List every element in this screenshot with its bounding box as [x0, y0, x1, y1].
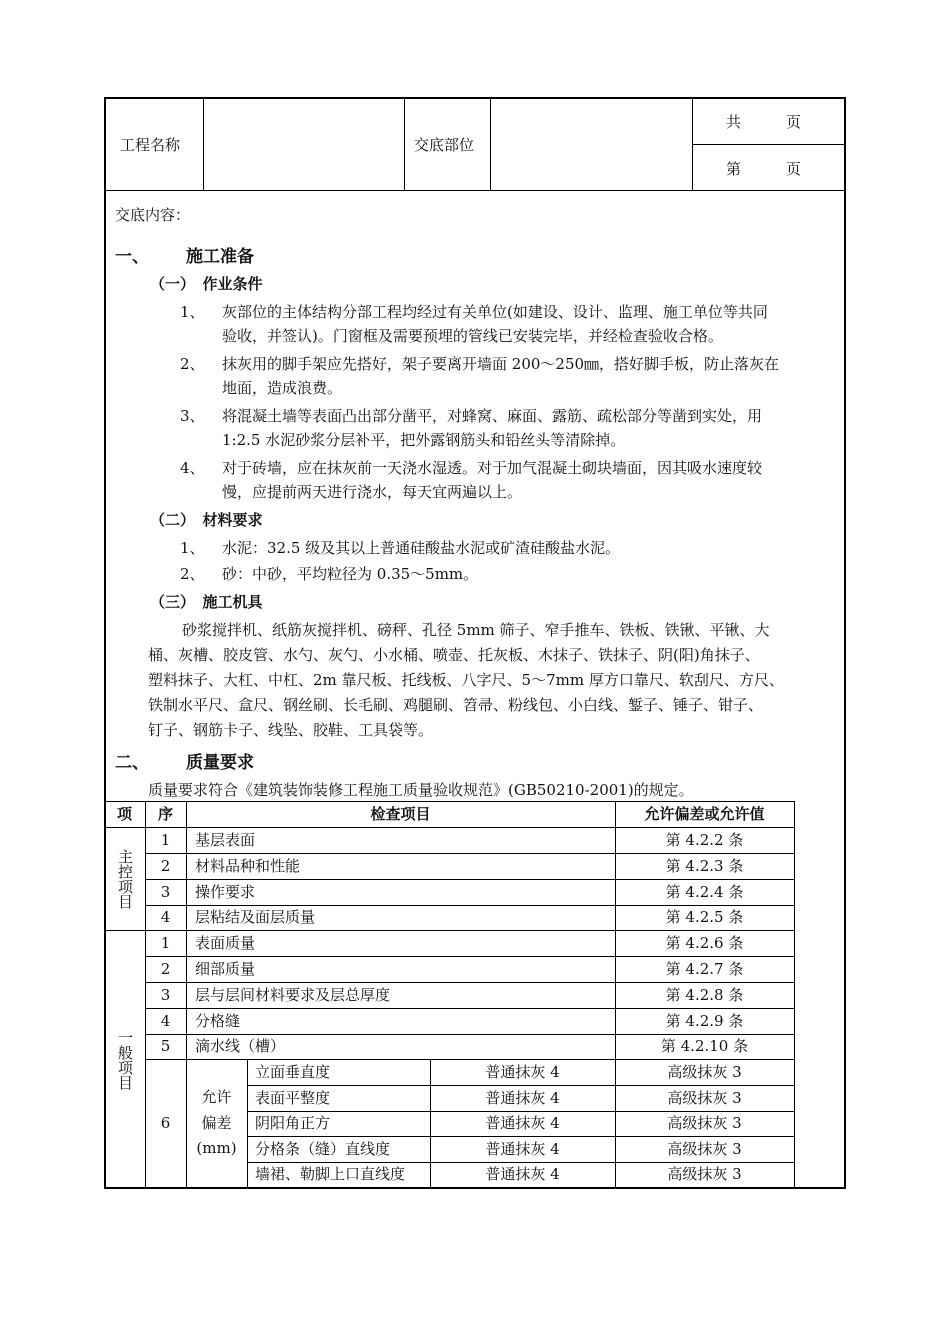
tolerance-row-3-high: 高级抹灰 3 [667, 1114, 742, 1132]
general-row-2-value: 第 4.2.7 条 [665, 960, 744, 978]
table-col-line [794, 801, 795, 1188]
header-bottom-line [104, 190, 846, 191]
general-row-3-value: 第 4.2.8 条 [665, 986, 744, 1004]
project-name-label: 工程名称 [120, 136, 181, 154]
subsection-work-conditions: （一） 作业条件 [150, 275, 263, 293]
tolerance-label-line1: 允许 [201, 1088, 232, 1106]
tolerance-row-4-normal: 普通抹灰 4 [485, 1140, 560, 1158]
subsection-materials: （二） 材料要求 [150, 511, 263, 529]
main-row-1-value: 第 4.2.2 条 [665, 831, 744, 849]
material-1-text: 水泥：32.5 级及其以上普通硅酸盐水泥或矿渣硅酸盐水泥。 [222, 539, 621, 557]
condition-4-line1: 对于砖墙，应在抹灰前一天浇水湿透。对于加气混凝土砌块墙面，因其吸水速度较 [222, 459, 763, 477]
tolerance-row-1-high: 高级抹灰 3 [667, 1063, 742, 1081]
location-label: 交底部位 [414, 136, 475, 154]
condition-2-line2: 地面，造成浪费。 [222, 379, 343, 397]
general-row-5-value: 第 4.2.10 条 [660, 1037, 749, 1055]
condition-1-line2: 验收，并签认)。门窗框及需要预埋的管线已安装完毕，并经检查验收合格。 [222, 327, 723, 345]
general-row-4-value: 第 4.2.9 条 [665, 1012, 744, 1030]
section2-number: 二、 [115, 753, 149, 773]
tools-line-3: 塑料抹子、大杠、中杠、2m 靠尺板、托线板、八字尺、5～7mm 厚方口靠尺、软刮尺、方尺、 [148, 671, 784, 689]
general-row-1-seq: 1 [160, 934, 171, 952]
condition-4-line2: 慢，应提前两天进行浇水，每天宜两遍以上。 [222, 483, 523, 501]
tolerance-row-5-name: 墙裙、勒脚上口直线度 [255, 1165, 406, 1183]
material-1-number: 1、 [180, 539, 205, 557]
tolerance-row-5-high: 高级抹灰 3 [667, 1165, 742, 1183]
general-row-4-name: 分格缝 [195, 1012, 241, 1030]
tolerance-row-2-name: 表面平整度 [255, 1089, 331, 1107]
tolerance-row-5-normal: 普通抹灰 4 [485, 1165, 560, 1183]
condition-1-number: 1、 [180, 303, 205, 321]
condition-3-number: 3、 [180, 407, 205, 425]
general-row-3-seq: 3 [160, 986, 171, 1004]
condition-2-number: 2、 [180, 355, 205, 373]
section1-title: 施工准备 [186, 247, 254, 267]
tolerance-row-1-normal: 普通抹灰 4 [485, 1063, 560, 1081]
general-group-label: 一般项目 [116, 1030, 134, 1090]
tools-line-2: 桶、灰槽、胶皮管、水勺、灰勺、小水桶、喷壶、托灰板、木抹子、铁抹子、阴(阳)角抹子、 [148, 646, 760, 664]
main-row-2-value: 第 4.2.3 条 [665, 857, 744, 875]
main-row-4-value: 第 4.2.5 条 [665, 908, 744, 926]
general-row-1-value: 第 4.2.6 条 [665, 934, 744, 952]
total-pages: 共 页 [726, 113, 802, 131]
material-2-number: 2、 [180, 565, 205, 583]
condition-2-line1: 抹灰用的脚手架应先搭好，架子要离开墙面 200～250㎜，搭好脚手板，防止落灰在 [222, 355, 780, 373]
general-row-5-seq: 5 [160, 1037, 171, 1055]
tolerance-row-2-normal: 普通抹灰 4 [485, 1089, 560, 1107]
main-row-4-name: 层粘结及面层质量 [195, 908, 316, 926]
header-divider-1 [203, 97, 204, 191]
condition-1-line1: 灰部位的主体结构分部工程均经过有关单位(如建设、设计、监理、施工单位等共同 [222, 303, 768, 321]
main-control-group-label: 主控项目 [116, 849, 134, 909]
condition-3-line2: 1:2.5 水泥砂浆分层补平，把外露钢筋头和铅丝头等清除掉。 [222, 431, 626, 449]
main-row-2-seq: 2 [160, 857, 171, 875]
tolerance-row-3-name: 阴阳角正方 [255, 1114, 331, 1132]
material-2-text: 砂：中砂，平均粒径为 0.35～5mm。 [222, 565, 479, 583]
general-row-2-seq: 2 [160, 960, 171, 978]
general-row-5-name: 滴水线（槽） [195, 1037, 286, 1055]
general-row-3-name: 层与层间材料要求及层总厚度 [195, 986, 391, 1004]
tolerance-row-1-name: 立面垂直度 [255, 1063, 331, 1081]
main-row-3-seq: 3 [160, 883, 171, 901]
header-divider-2 [404, 97, 405, 191]
main-row-3-name: 操作要求 [195, 883, 256, 901]
table-col-line [247, 1059, 248, 1188]
subsection-tools: （三） 施工机具 [150, 593, 263, 611]
table-header-tolerance: 允许偏差或允许值 [644, 805, 765, 823]
main-row-4-seq: 4 [160, 908, 171, 926]
header-divider-3 [490, 97, 491, 191]
general-row-6-seq: 6 [160, 1114, 171, 1132]
tolerance-row-4-high: 高级抹灰 3 [667, 1140, 742, 1158]
main-row-1-name: 基层表面 [195, 831, 256, 849]
main-row-1-seq: 1 [160, 831, 171, 849]
condition-4-number: 4、 [180, 459, 205, 477]
main-row-2-name: 材料品种和性能 [195, 857, 301, 875]
table-header-seq: 序 [157, 805, 173, 823]
tolerance-label-line3: (mm) [196, 1139, 237, 1157]
quality-intro: 质量要求符合《建筑装饰装修工程施工质量验收规范》(GB50210-2001)的规定。 [148, 781, 694, 799]
general-row-4-seq: 4 [160, 1012, 171, 1030]
content-label: 交底内容： [115, 206, 191, 224]
main-row-3-value: 第 4.2.4 条 [665, 883, 744, 901]
tolerance-row-3-normal: 普通抹灰 4 [485, 1114, 560, 1132]
table-header-check: 检查项目 [370, 805, 431, 823]
page-number: 第 页 [726, 160, 802, 178]
section1-number: 一、 [115, 247, 149, 267]
condition-3-line1: 将混凝土墙等表面凸出部分凿平，对蜂窝、麻面、露筋、疏松部分等凿到实处，用 [222, 407, 763, 425]
table-header-item: 项 [116, 805, 132, 823]
tools-line-1: 砂浆搅拌机、纸筋灰搅拌机、磅秤、孔径 5mm 筛子、窄手推车、铁板、铁锹、平锹、大 [182, 621, 770, 639]
tolerance-row-4-name: 分格条（缝）直线度 [255, 1140, 391, 1158]
tolerance-label-line2: 偏差 [201, 1114, 232, 1132]
tools-line-4: 铁制水平尺、盒尺、钢丝刷、长毛刷、鸡腿刷、笤帚、粉线包、小白线、錾子、锤子、钳子、 [148, 696, 764, 714]
tolerance-row-2-high: 高级抹灰 3 [667, 1089, 742, 1107]
header-page-divider [692, 144, 845, 145]
general-row-1-name: 表面质量 [195, 934, 256, 952]
general-row-2-name: 细部质量 [195, 960, 256, 978]
section2-title: 质量要求 [186, 753, 254, 773]
tools-line-5: 钉子、钢筋卡子、线坠、胶鞋、工具袋等。 [148, 721, 434, 739]
